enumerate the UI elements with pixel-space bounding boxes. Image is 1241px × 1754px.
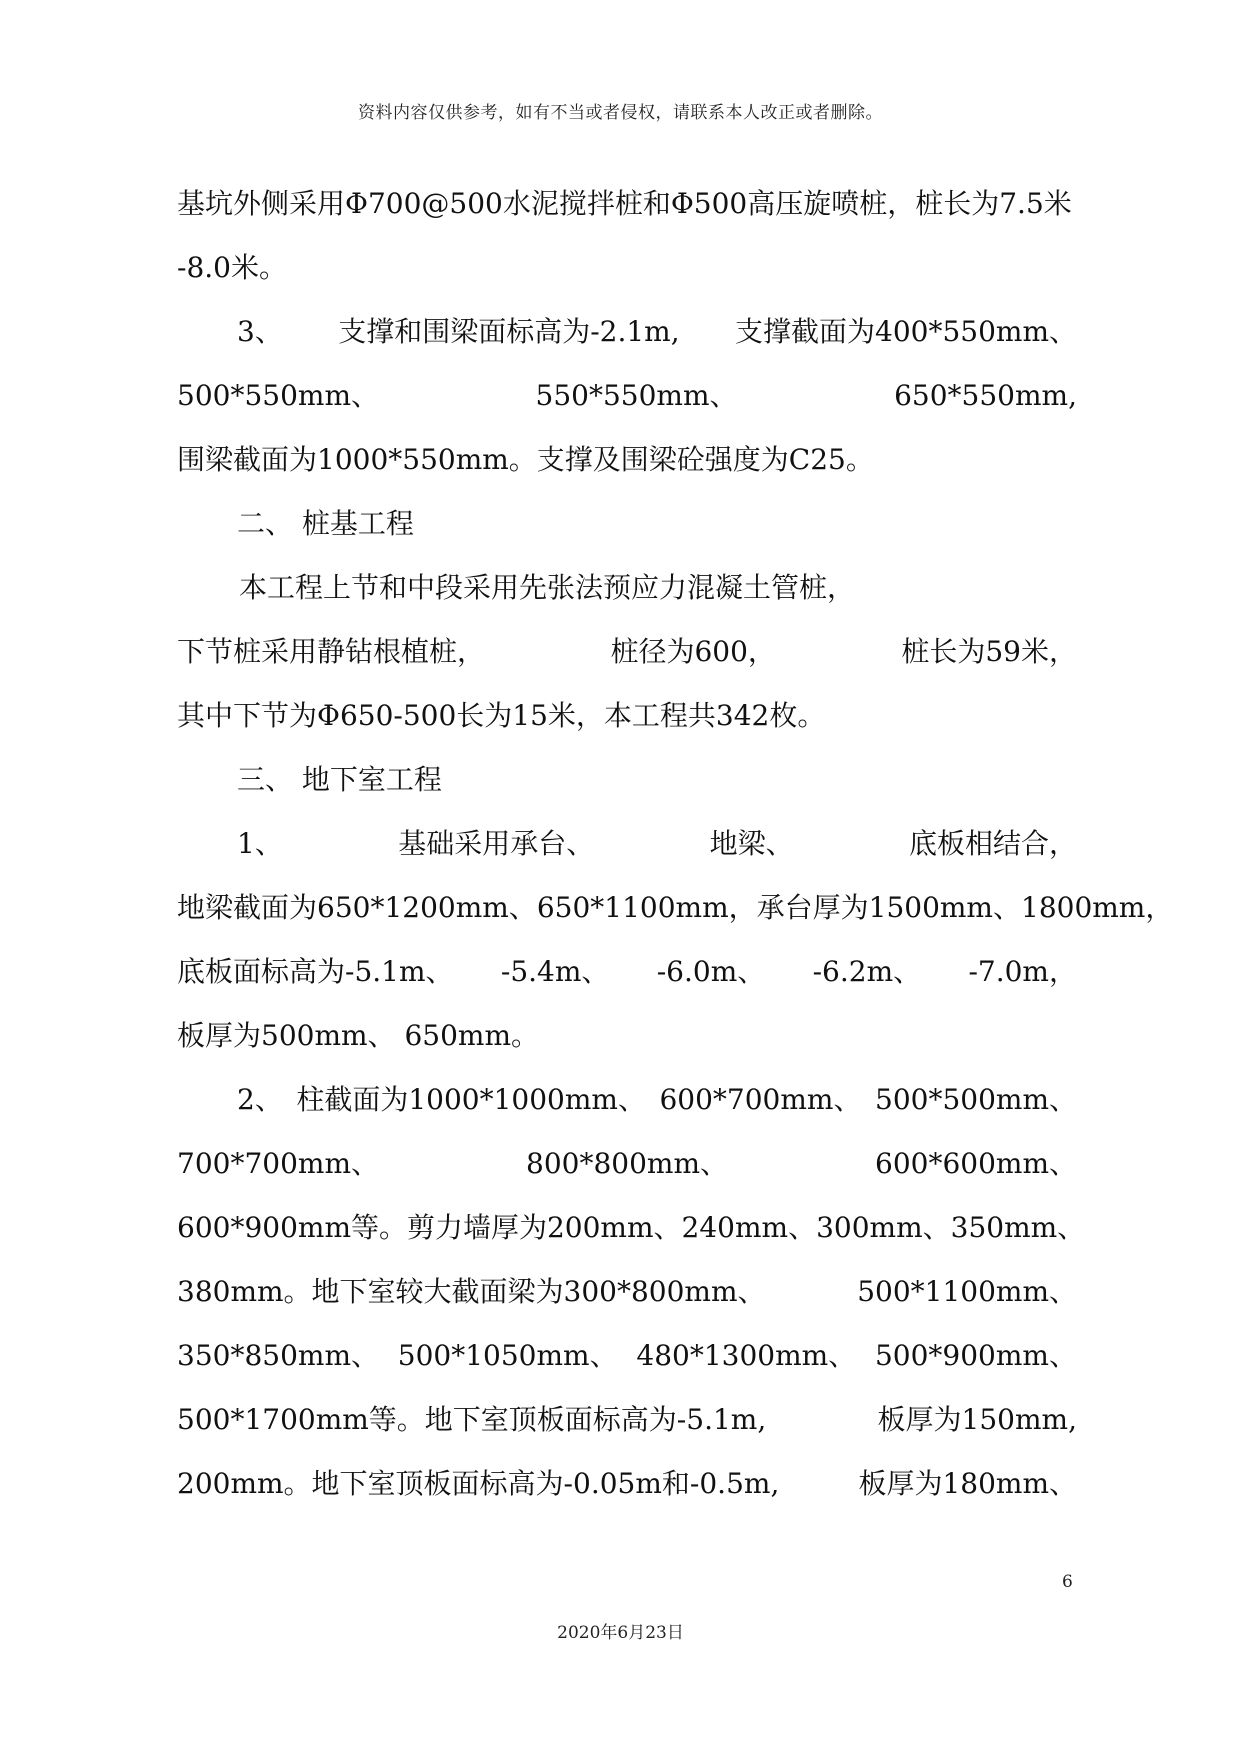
body-line-spread — [177, 1452, 1077, 1516]
text-segment: 支撑截面为400*550mm、 — [735, 315, 1077, 348]
text-segment: 底板相结合， — [908, 827, 1077, 860]
body-line: 围梁截面为1000*550mm。支撑及围梁砼强度为C25。 — [177, 443, 874, 476]
text-segment: 480*1300mm、 — [636, 1339, 857, 1372]
body-line: 本工程上节和中段采用先张法预应力混凝土管桩， — [239, 571, 856, 604]
text-segment: -7.0m， — [968, 955, 1077, 988]
text-segment: 地梁截面为650*1200mm、 — [177, 891, 537, 924]
body-line-spread — [177, 1388, 1077, 1452]
header-disclaimer: 资料内容仅供参考，如有不当或者侵权，请联系本人改正或者删除。 — [358, 103, 883, 123]
page-number: 6 — [1062, 1572, 1073, 1592]
body-line-spread — [177, 300, 1077, 364]
body-line-spread — [177, 876, 1174, 940]
body-line-spread — [177, 364, 1077, 428]
text-segment: 350*850mm、 — [177, 1339, 379, 1372]
body-line-spread — [177, 1068, 1077, 1132]
text-segment: 承台厚为1500mm、 — [756, 891, 1021, 924]
text-segment: 350mm、 — [950, 1211, 1086, 1244]
body-line: 基坑外侧采用Φ700@500水泥搅拌桩和Φ500高压旋喷桩，桩长为7.5米 — [177, 187, 1072, 220]
body-line-spread — [177, 1324, 1077, 1388]
text-segment: 650*550mm, — [894, 379, 1077, 412]
text-segment: 600*600mm、 — [875, 1147, 1077, 1180]
text-segment: 地梁、 — [709, 827, 794, 860]
footer-date: 2020年6月23日 — [557, 1623, 684, 1643]
text-segment: 500*550mm、 — [177, 379, 379, 412]
text-segment: 板厚为180mm、 — [858, 1467, 1077, 1500]
text-segment: 500*1050mm、 — [397, 1339, 618, 1372]
text-segment: 500*900mm、 — [874, 1339, 1077, 1372]
body-line-spread — [177, 812, 1077, 876]
text-segment: 支撑和围梁面标高为-2.1m, — [338, 315, 680, 348]
body-line-spread — [177, 1132, 1077, 1196]
text-segment: 2、 — [237, 1083, 283, 1116]
text-segment: 500*1100mm、 — [857, 1275, 1077, 1308]
text-segment: -6.0m、 — [656, 955, 766, 988]
body-line-spread — [177, 1196, 1086, 1260]
body-line-spread — [177, 620, 1077, 684]
text-segment: 650*1100mm， — [536, 891, 757, 924]
text-segment: 柱截面为1000*1000mm、 — [296, 1083, 646, 1116]
text-segment: 240mm、 — [681, 1211, 817, 1244]
text-segment: 基础采用承台、 — [398, 827, 595, 860]
text-segment: 500*500mm、 — [875, 1083, 1077, 1116]
body-line: -8.0米。 — [177, 251, 287, 284]
text-segment: -6.2m、 — [812, 955, 922, 988]
section-heading: 三、 地下室工程 — [237, 763, 442, 796]
text-segment: 600*700mm、 — [659, 1083, 862, 1116]
text-segment: 200mm。地下室顶板面标高为-0.05m和-0.5m, — [177, 1467, 780, 1500]
text-segment: 板厚为150mm, — [877, 1403, 1077, 1436]
section-heading: 二、 桩基工程 — [237, 507, 414, 540]
text-segment: 800*800mm、 — [526, 1147, 728, 1180]
text-segment: 1、 — [237, 827, 283, 860]
text-segment: 桩长为59米， — [901, 635, 1077, 668]
text-segment: 3、 — [237, 315, 283, 348]
text-segment: 550*550mm、 — [535, 379, 738, 412]
text-segment: -5.4m、 — [500, 955, 610, 988]
text-segment: 1800mm， — [1021, 891, 1174, 924]
document-body — [177, 172, 1174, 1516]
text-segment: 500*1700mm等。地下室顶板面标高为-5.1m, — [177, 1403, 767, 1436]
body-line-spread — [177, 940, 1077, 1004]
text-segment: 桩径为600， — [610, 635, 776, 668]
text-segment: 380mm。地下室较大截面梁为300*800mm、 — [177, 1275, 766, 1308]
text-segment: 下节桩采用静钻根植桩， — [177, 635, 486, 668]
text-segment: 600*900mm等。剪力墙厚为200mm、 — [177, 1211, 682, 1244]
body-line: 其中下节为Φ650-500长为15米，本工程共342枚。 — [177, 699, 826, 732]
text-segment: 底板面标高为-5.1m、 — [177, 955, 454, 988]
body-line: 板厚为500mm、 650mm。 — [177, 1019, 539, 1052]
body-line-spread — [177, 1260, 1077, 1324]
text-segment: 700*700mm、 — [177, 1147, 379, 1180]
text-segment: 300mm、 — [816, 1211, 951, 1244]
